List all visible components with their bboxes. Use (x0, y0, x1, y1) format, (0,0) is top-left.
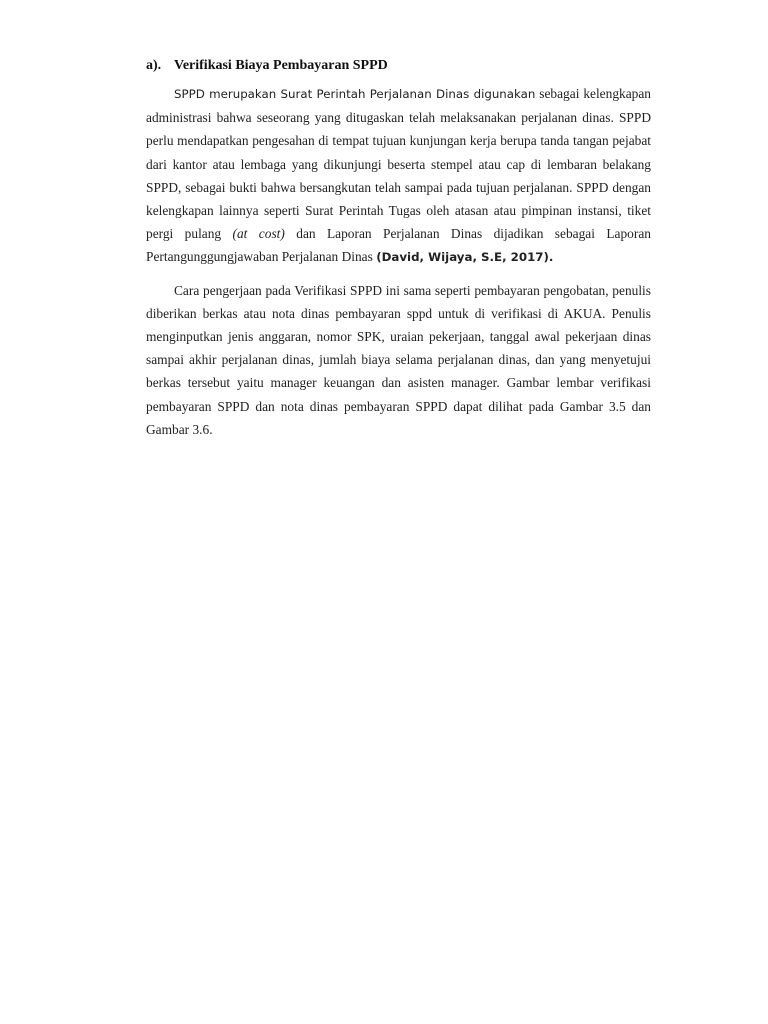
citation: (David, Wijaya, S.E, 2017). (376, 250, 554, 265)
paragraph-body: sebagai kelengkapan administrasi bahwa seseorang yang ditugaskan telah melaksanakan perjalanan dinas. SPPD perlu mendapatkan pengesahan di tempat tujuan kunjungan kerja berupa tanda tangan pejabat dari kantor atau lembaga yang dikunjungi beserta stempel atau cap di lembaran belakang SPPD, sebagai bukti bahwa bersangkutan telah sampai pada tujuan perjalanan. SPPD dengan kelengkapan lainnya seperti Surat Perintah Tugas oleh atasan atau pimpinan instansi, tiket pergi pulang (146, 86, 651, 242)
paragraph-italic-term: (at cost) (232, 226, 285, 242)
section-title: Verifikasi Biaya Pembayaran SPPD (174, 58, 388, 73)
paragraph-lead: SPPD merupakan Surat Perintah Perjalanan Dinas digunakan (174, 87, 536, 101)
paragraph-verification-process: Cara pengerjaan pada Verifikasi SPPD ini sama seperti pembayaran pengobatan, penulis diberikan berkas atau nota dinas pembayaran sppd untuk di verifikasi di AKUA. Penulis menginputkan jenis anggaran, nomor SPK, uraian pekerjaan, tanggal awal pekerjaan dinas sampai akhir perjalanan dinas, jumlah biaya selama perjalanan dinas, dan yang menyetujui berkas tersebut yaitu manager keuangan dan asisten manager. Gambar lembar verifikasi pembayaran SPPD dan nota dinas pembayaran SPPD dapat dilihat pada Gambar 3.5 dan Gambar 3.6. (146, 282, 651, 437)
document-body (146, 56, 651, 441)
paragraph-sppd-definition (146, 82, 651, 270)
section-marker: a). (146, 58, 162, 73)
paragraph-tail: dan Laporan Perjalanan Dinas dijadikan sebagai Laporan Pertangunggungjawaban Perjalanan Dinas (146, 226, 651, 265)
section-heading (146, 56, 651, 76)
